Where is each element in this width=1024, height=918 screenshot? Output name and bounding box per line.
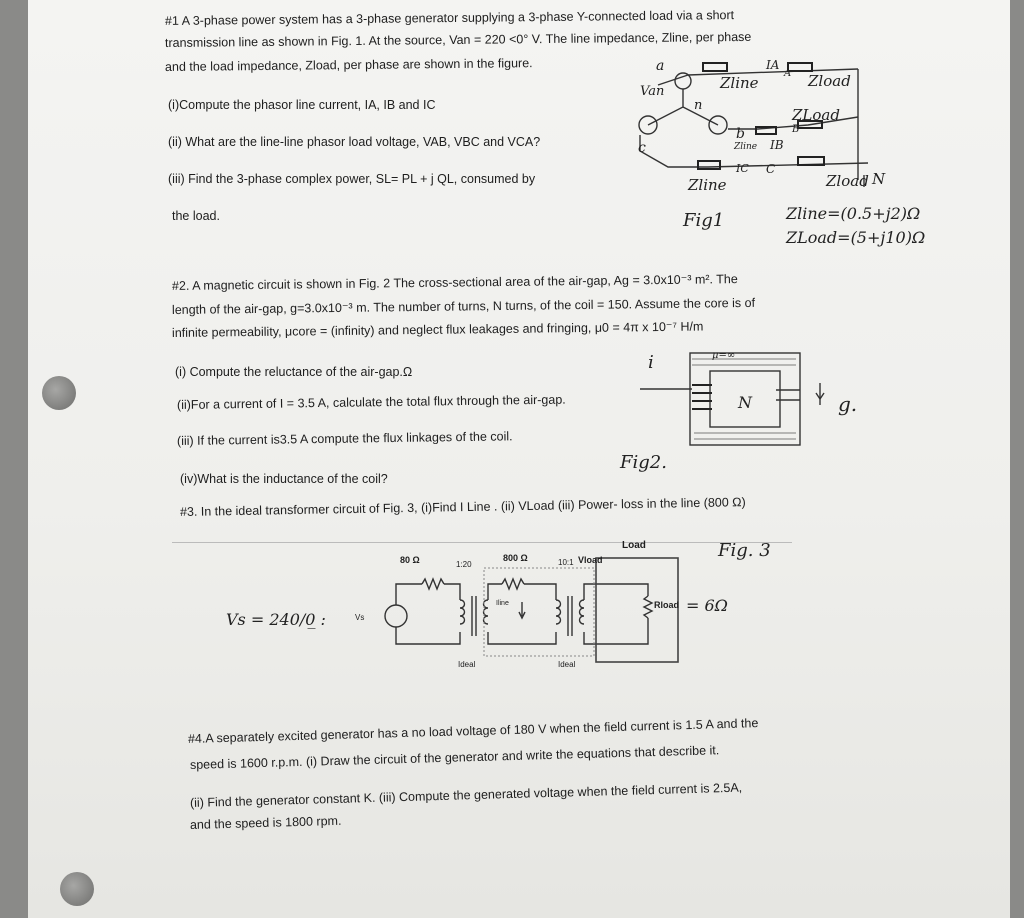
fig3-rload-value: = 6Ω: [686, 596, 728, 615]
problem1-question-i: (i)Compute the phasor line current, IA, IB and IC: [168, 98, 436, 112]
fig3-source-value: Vs = 240/0̲ :: [226, 610, 326, 629]
fig3-resistor-80: 80 Ω: [400, 555, 420, 565]
problem4-line2: speed is 1600 r.p.m. (i) Draw the circuit of the generator and write the equations that describe it.: [189, 743, 720, 772]
punch-hole-bottom: [60, 872, 94, 906]
fig2-caption: Fig2.: [620, 452, 667, 473]
fig1-zload-b: ZLoad: [792, 106, 840, 124]
fig3-caption: Fig. 3: [718, 540, 771, 561]
fig1-node-N: N: [872, 170, 886, 188]
fig1-zline-a: Zline: [720, 74, 759, 92]
problem2-question-iii: (iii) If the current is3.5 A compute the flux linkages of the coil.: [176, 429, 513, 448]
fig1-node-C: C: [766, 162, 776, 176]
fig3-ratio-10-1: 10:1: [558, 558, 574, 567]
fig1-zload-value: ZLoad=(5+j10)Ω: [786, 228, 926, 247]
fig1-van-label: Van: [640, 84, 665, 99]
problem4-line3: (ii) Find the generator constant K. (iii) Compute the generated voltage when the field current is 2.5A,: [189, 780, 743, 810]
fig3-vload-label: Vload: [578, 555, 603, 565]
problem2-line1: #2. A magnetic circuit is shown in Fig. 2 The cross-sectional area of the air-gap, Ag = 3.0x10⁻³ m². The: [171, 272, 738, 293]
problem2-question-i: (i) Compute the reluctance of the air-gap.Ω: [175, 365, 413, 379]
problem1-question-iii: (iii) Find the 3-phase complex power, SL= PL + j QL, consumed by: [168, 172, 536, 186]
problem2-line2: length of the air-gap, g=3.0x10⁻³ m. The number of turns, N turns, of the coil = 150. Assume the core is of: [171, 295, 756, 317]
fig1-node-n: n: [694, 98, 703, 113]
problem4-line4: and the speed is 1800 rpm.: [189, 813, 342, 832]
fig3-ratio-1-20: 1:20: [456, 560, 472, 569]
fig2-gap-g: g.: [838, 392, 858, 416]
fig1-current-ia: IA: [766, 58, 780, 72]
fig1-current-ib: IB: [770, 138, 784, 152]
punch-hole-top: [42, 376, 76, 410]
problem1-question-iii-cont: the load.: [172, 209, 220, 223]
fig1-node-B: B: [792, 124, 800, 135]
problem2-question-ii: (ii)For a current of I = 3.5 A, calculate the total flux through the air-gap.: [176, 392, 566, 412]
fig1-caption: Fig1: [683, 210, 725, 231]
fig1-current-ic: IC: [736, 162, 749, 175]
fig1-zline-c: Zline: [688, 176, 727, 194]
figure1-circuit: [628, 55, 921, 255]
fig1-zline-value: Zline=(0.5+j2)Ω: [786, 204, 921, 223]
problem1-line2: transmission line as shown in Fig. 1. At the source, Van = 220 <0° V. The line impedance, Zline, per phase: [164, 29, 752, 50]
problem2-line3: infinite permeability, μcore = (infinity) and neglect flux leakages and fringing, μ0 = 4π x 10⁻⁷ H/m: [171, 319, 704, 340]
fig3-resistor-800: 800 Ω: [503, 553, 528, 563]
fig3-ideal-2: Ideal: [558, 660, 576, 669]
fig3-iline-label: Iline: [496, 600, 509, 607]
problem1-line3: and the load impedance, Zload, per phase are shown in the figure.: [164, 56, 533, 74]
fig2-mu-infinity: μ=∞: [712, 350, 736, 361]
fig3-rload-label: Rload: [654, 600, 680, 610]
fig1-node-a: a: [656, 58, 665, 74]
fig1-node-b: b: [736, 126, 745, 142]
problem4-line1: #4.A separately excited generator has a no load voltage of 180 V when the field current is 1.5 A and the: [187, 716, 759, 746]
problem1-question-ii: (ii) What are the line-line phasor load voltage, VAB, VBC and VCA?: [168, 135, 541, 149]
fig1-node-c: c: [638, 140, 646, 156]
fig1-zline-b: Zline: [734, 142, 758, 152]
fig3-source-vs: Vs: [355, 613, 365, 622]
fig3-ideal-1: Ideal: [458, 660, 476, 669]
fig2-turns-n: N: [738, 393, 752, 412]
fig1-zload-a: Zload: [808, 72, 851, 90]
fig2-current-i: i: [648, 352, 654, 373]
fig1-node-A: A: [784, 68, 792, 79]
problem1-line1: #1 A 3-phase power system has a 3-phase generator supplying a 3-phase Y-connected load via a short: [164, 8, 735, 28]
fig3-load-label: Load: [622, 540, 646, 551]
problem2-question-iv: (iv)What is the inductance of the coil?: [180, 472, 388, 486]
problem3-line1: #3. In the ideal transformer circuit of Fig. 3, (i)Find I Line . (ii) VLoad (iii) Power- loss in the line (800 Ω): [179, 495, 746, 519]
fig1-zload-c: Zload: [826, 172, 869, 190]
